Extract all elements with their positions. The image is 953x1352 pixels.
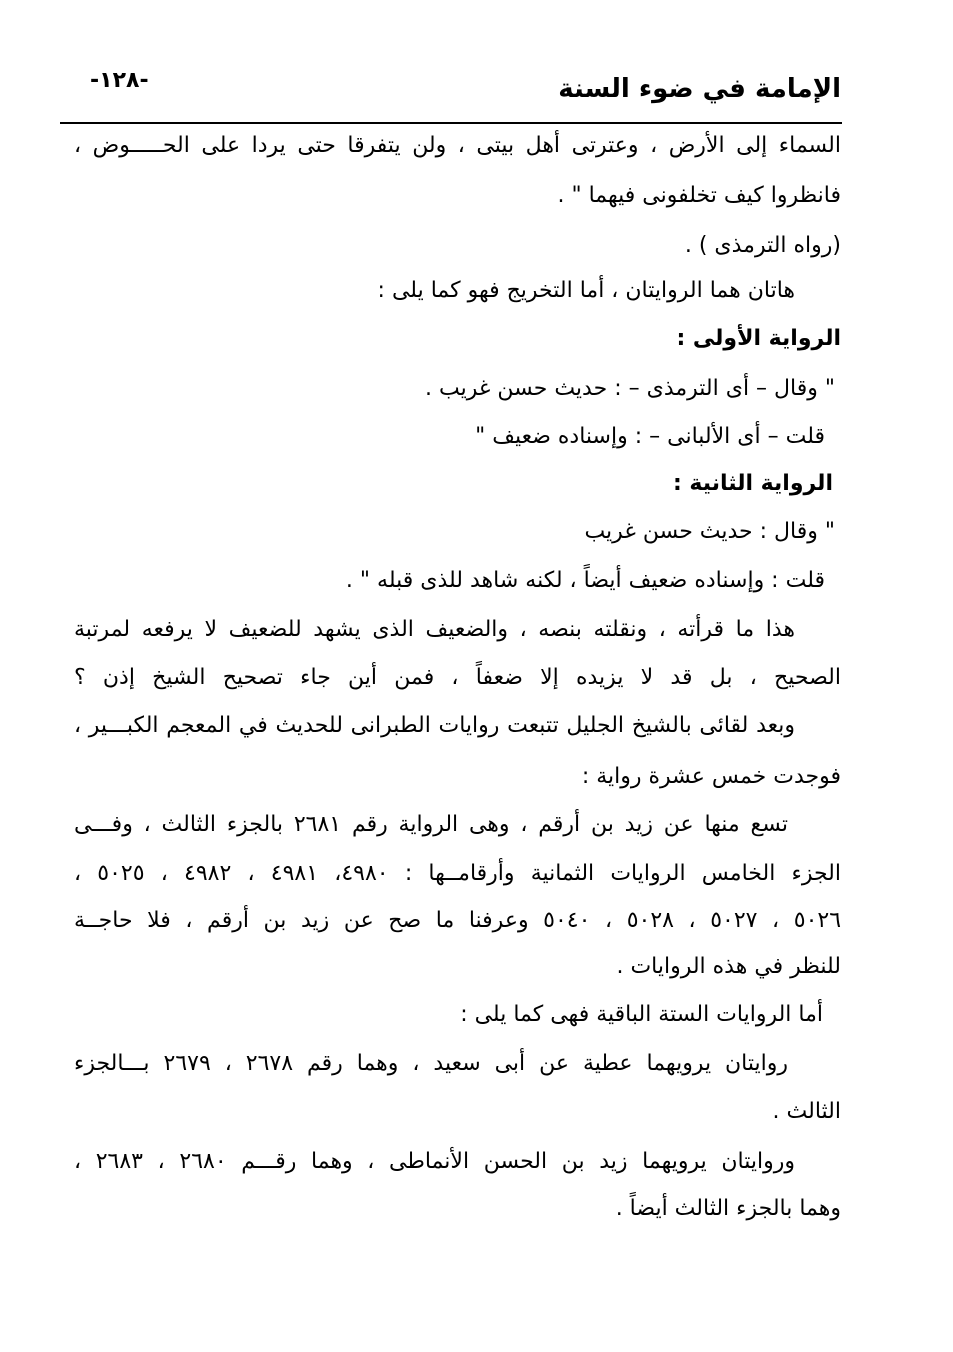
body-line: للنظر في هذه الروايات . [616, 954, 841, 979]
body-line: الثالث . [772, 1099, 841, 1124]
body-line: وبعد لقائى بالشيخ الجليل تتبعت روايات الطبرانى للحديث في المعجم الكبـــير ، [74, 713, 795, 738]
body-line: " وقال – أى الترمذى – : حديث حسن غريب . [425, 376, 835, 401]
body-line: تسع منها عن زيد بن أرقم ، وهى الرواية رقم ٢٦٨١ بالجزء الثالث ، وفـــى [74, 812, 788, 837]
body-line: ٥٠٢٦ ، ٥٠٢٧ ، ٥٠٢٨ ، ٥٠٤٠ وعرفنا ما صح عن زيد بن أرقم ، فلا حاجــة [74, 908, 842, 933]
body-line: وروايتان يرويهما زيد بن الحسن الأنماطى ، وهما رقـــم ٢٦٨٠ ، ٢٦٨٣ ، [74, 1149, 795, 1174]
body-line: قلت : وإسناده ضعيف أيضاً ، لكنه شاهد للذى قبله " . [345, 568, 825, 593]
body-line: فوجدت خمس عشرة رواية : [581, 764, 841, 789]
body-line: الجزء الخامس الروايات الثمانية وأرقامــها : ٤٩٨٠، ٤٩٨١ ، ٤٩٨٢ ، ٥٠٢٥ ، [74, 861, 841, 886]
body-line: وهما بالجزء الثالث أيضاً . [615, 1196, 841, 1221]
body-line: هذا ما قرأته ، ونقلته بنصه ، والضعيف الذى يشهد للضعيف لا يرفعه لمرتبة [74, 617, 795, 642]
body-line: أما الروايات الستة الباقية فهى كما يلى : [460, 1002, 823, 1027]
section-heading: الرواية الأولى : [676, 326, 841, 351]
citation-line: (رواه الترمذى ) . [684, 233, 841, 258]
body-line: " وقال : حديث حسن غريب [584, 519, 835, 544]
page-number: -١٢٨- [90, 68, 149, 93]
section-heading: الرواية الثانية : [672, 471, 833, 496]
body-line: فانظروا كيف تخلفونى فيهما " . [557, 183, 841, 208]
body-line: روايتان يرويهما عطية عن أبى سعيد ، وهما رقم ٢٦٧٨ ، ٢٦٧٩ بـــالجزء [74, 1051, 789, 1076]
body-line: قلت – أى الألبانى – : وإسناده ضعيف " [475, 424, 825, 449]
body-line: هاتان هما الروايتان ، أما التخريج فهو كما يلى : [377, 278, 795, 303]
running-header-title: الإمامة في ضوء السنة [558, 74, 841, 104]
header-rule [60, 122, 842, 124]
body-line: الصحيح ، بل قد لا يزيده إلا ضعفاً ، فمن أين جاء تصحيح الشيخ إذن ؟ [74, 665, 841, 690]
body-line: السماء إلى الأرض ، وعترتى أهل بيتى ، ولن يتفرقا حتى يردا على الحـــــوض ، [74, 133, 841, 158]
